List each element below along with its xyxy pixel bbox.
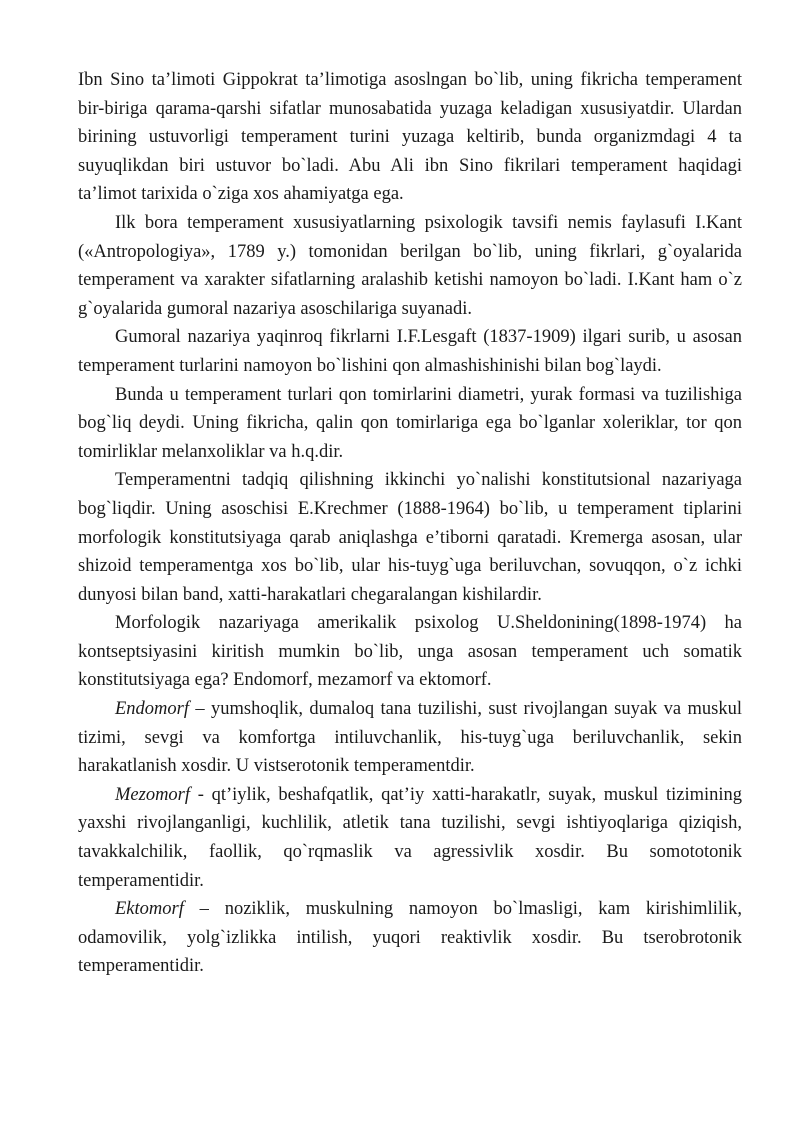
paragraph-mezomorf: [78, 781, 742, 895]
paragraph-blood-vessels: [78, 381, 742, 467]
paragraph-text: Bunda u temperament turlari qon tomirlarini diametri, yurak formasi va tuzilishiga bog`liq deydi. Uning fikricha, qalin qon tomirlariga ega bo`lganlar xoleriklar, tor qon tomirliklar melanxoliklar va h.q.dir.: [78, 384, 742, 462]
paragraph-sheldon: [78, 609, 742, 695]
document-page: [78, 66, 742, 981]
paragraph-ibn-sino: [78, 66, 742, 209]
term-endomorf: Endomorf: [115, 699, 189, 720]
paragraph-text: Ilk bora temperament xususiyatlarning psixologik tavsifi nemis faylasufi I.Kant («Antropologiya», 1789 y.) tomonidan berilgan bo`lib, uning fikrlari, g`oyalarida temperament va xarakter sifatlarning aralashib ketishi namoyon bo`ladi. I.Kant ham o`z g`oyalarida gumoral nazariya asoschilariga suyanadi.: [78, 212, 742, 319]
paragraph-krechmer: [78, 466, 742, 609]
paragraph-text: Temperamentni tadqiq qilishning ikkinchi yo`nalishi konstitutsional nazariyaga bog`liqdir. Uning asoschisi E.Krechmer (1888-1964) bo`lib, u temperament tiplarini morfologik konstitutsiyaga qarab aniqlashga e’tiborni qaratadi. Kremerga asosan, ular shizoid temperamentga xos bo`lib, ular his-tuyg`uga beriluvchan, sovuqqon, o`z ichki dunyosi bilan band, xatti-harakatlari chegaralangan kishilardir.: [78, 470, 742, 605]
term-ektomorf: Ektomorf: [115, 899, 184, 920]
paragraph-text: – yumshoqlik, dumaloq tana tuzilishi, sust rivojlangan suyak va muskul tizimi, sevgi va komfortga intiluvchanlik, his-tuyg`uga beriluvchanlik, sekin harakatlanish xosdir. U vistserotonik temperamentdir.: [78, 699, 742, 777]
paragraph-lesgaft: [78, 323, 742, 380]
paragraph-endomorf: [78, 695, 742, 781]
paragraph-kant: [78, 209, 742, 323]
paragraph-text: Gumoral nazariya yaqinroq fikrlarni I.F.Lesgaft (1837-1909) ilgari surib, u asosan temperament turlarini namoyon bo`lishini qon almashishinishi bilan bog`laydi.: [78, 327, 742, 376]
paragraph-ektomorf: [78, 895, 742, 981]
paragraph-text: – noziklik, muskulning namoyon bo`lmasligi, kam kirishimlilik, odamovilik, yolg`izlikka intilish, yuqori reaktivlik xosdir. Bu tserobrotonik temperamentidir.: [78, 899, 742, 977]
paragraph-text: Ibn Sino ta’limoti Gippokrat ta’limotiga asoslngan bo`lib, uning fikricha temperament bir-biriga qarama-qarshi sifatlar munosabatida yuzaga keladigan xususiyatdir. Ulardan birining ustuvorligi temperament turini yuzaga keltirib, bunda organizmdagi 4 ta suyuqlikdan biri ustuvor bo`ladi. Abu Ali ibn Sino fikrilari temperament haqidagi ta’limot tarixida o`ziga xos ahamiyatga ega.: [78, 70, 742, 205]
paragraph-text: - qt’iylik, beshafqatlik, qat’iy xatti-harakatlr, suyak, muskul tizimining yaxshi rivojlanganligi, kuchlilik, atletik tana tuzilishi, sevgi ishtiyoqlariga qiziqish, tavakkalchilik, faollik, qo`rqmaslik va agressivlik xosdir. Bu somototonik temperamentidir.: [78, 784, 742, 891]
paragraph-text: Morfologik nazariyaga amerikalik psixolog U.Sheldonining(1898-1974) ha kontseptsiyasini kiritish mumkin bo`lib, unga asosan temperament uch somatik konstitutsiyaga ega? Endomorf, mezamorf va ektomorf.: [78, 613, 742, 691]
term-mezomorf: Mezomorf: [115, 784, 191, 805]
